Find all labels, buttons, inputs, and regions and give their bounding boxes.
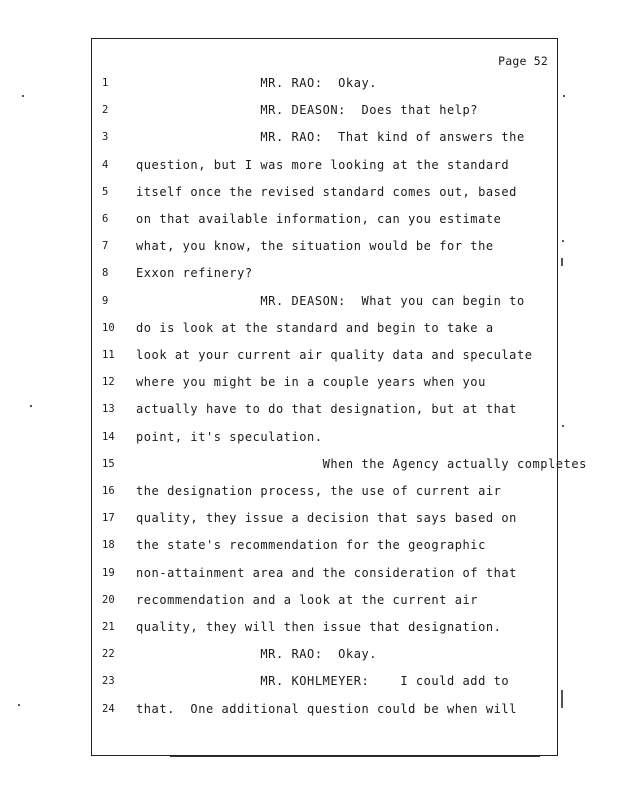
line-number: 10 — [102, 321, 115, 334]
bottom-rule — [170, 756, 540, 757]
line-number: 1 — [102, 77, 109, 89]
line-number: 18 — [102, 539, 115, 552]
transcript-page — [91, 38, 587, 756]
transcript-line: recommendation and a look at the current air — [136, 592, 479, 607]
transcript-line: quality, they issue a decision that says based on — [136, 511, 517, 526]
transcript-line: itself once the revised standard comes out, based — [136, 184, 517, 199]
transcript-line: what, you know, the situation would be for the — [136, 239, 494, 254]
scan-speck — [562, 425, 564, 427]
scan-speck — [563, 95, 565, 97]
line-number: 14 — [102, 430, 115, 443]
line-number: 19 — [102, 566, 115, 579]
transcript-line: MR. KOHLMEYER: I could add to — [136, 674, 510, 689]
line-number: 2 — [102, 104, 109, 117]
transcript-line: MR. DEASON: Does that help? — [136, 103, 479, 118]
transcript-line: When the Agency actually completes — [136, 456, 587, 471]
transcript-line: on that available information, can you estimate — [136, 212, 502, 226]
line-number: 20 — [102, 593, 115, 606]
line-number: 3 — [102, 131, 109, 144]
line-number: 9 — [102, 294, 109, 307]
line-number: 21 — [102, 621, 115, 633]
line-number: 22 — [102, 648, 115, 661]
line-number: 5 — [102, 185, 109, 198]
transcript-line: MR. RAO: That kind of answers the — [136, 130, 525, 145]
line-number: 17 — [102, 512, 115, 525]
line-number: 24 — [102, 702, 115, 715]
scan-speck — [18, 704, 20, 706]
scan-speck — [561, 690, 563, 708]
scan-speck — [562, 240, 564, 242]
line-number: 11 — [102, 349, 115, 361]
line-number: 7 — [102, 240, 109, 253]
line-number: 16 — [102, 485, 115, 497]
transcript-line: non-attainment area and the consideration of that — [136, 565, 517, 580]
transcript-line: do is look at the standard and begin to take a — [136, 320, 494, 335]
line-number: 4 — [102, 158, 109, 171]
line-number: 13 — [102, 403, 115, 416]
transcript-line: where you might be in a couple years when you — [136, 375, 486, 390]
transcript-line: the state's recommendation for the geographic — [136, 538, 486, 553]
transcript-line: question, but I was more looking at the standard — [136, 157, 510, 172]
page-number: Page 52 — [498, 54, 548, 68]
transcript-line: quality, they will then issue that designation. — [136, 620, 502, 634]
line-number: 15 — [102, 457, 115, 470]
transcript-line: the designation process, the use of current air — [136, 484, 502, 498]
transcript-line: point, it's speculation. — [136, 429, 323, 444]
transcript-line: MR. RAO: Okay. — [136, 647, 378, 662]
scan-speck — [30, 405, 32, 407]
transcript-line: MR. DEASON: What you can begin to — [136, 293, 525, 308]
transcript-line: look at your current air quality data and speculate — [136, 348, 533, 362]
scan-speck — [561, 258, 563, 266]
transcript-line: actually have to do that designation, but at that — [136, 402, 517, 417]
line-number: 23 — [102, 675, 115, 688]
line-number: 8 — [102, 267, 109, 280]
line-number: 12 — [102, 376, 115, 389]
scan-speck — [22, 95, 24, 97]
transcript-line: MR. RAO: Okay. — [136, 76, 378, 90]
transcript-line: that. One additional question could be when will — [136, 701, 517, 716]
line-number: 6 — [102, 213, 109, 225]
transcript-line: Exxon refinery? — [136, 266, 253, 281]
